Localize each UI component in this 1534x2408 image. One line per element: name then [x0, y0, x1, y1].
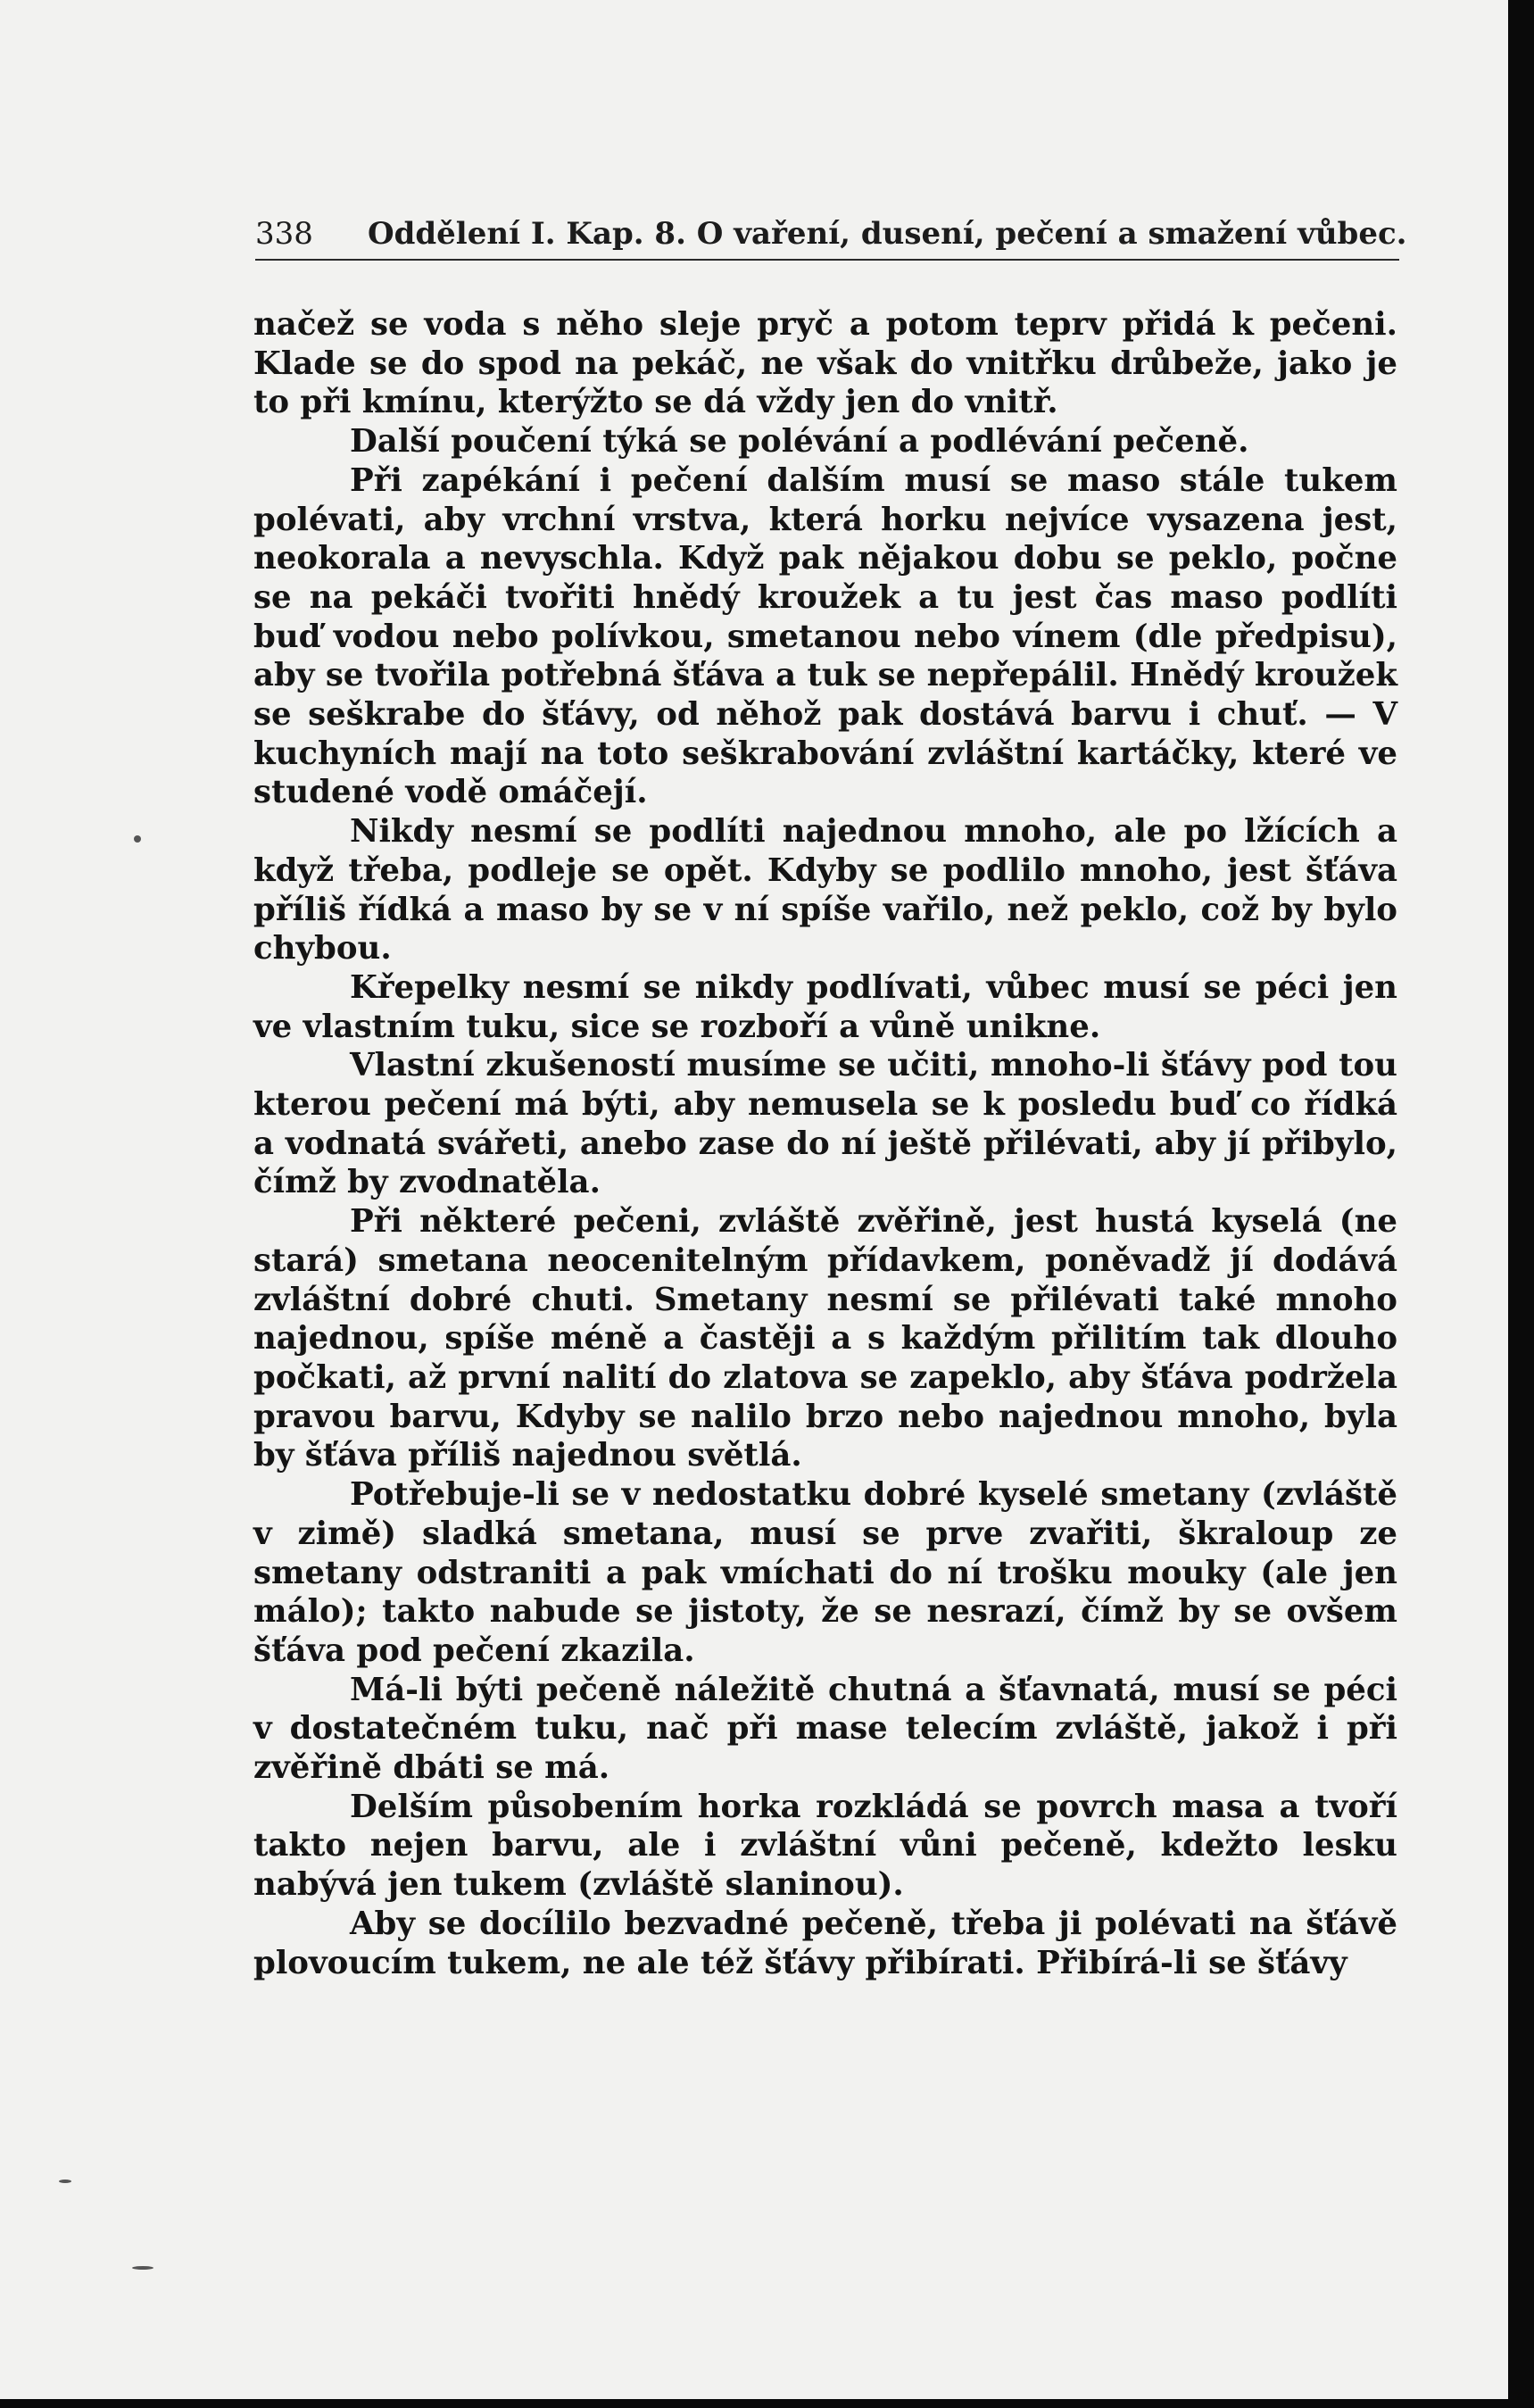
running-title: Oddělení I. Kap. 8. O vaření, dusení, pečení a smažení vůbec.: [368, 216, 1407, 252]
paragraph: Aby se docílilo bezvadné pečeně, třeba ji polévati na šťávě plovoucím tukem, ne ale též šťávy přibírati. Přibírá-li se šťávy: [253, 1905, 1397, 1981]
paragraph: Při některé pečeni, zvláště zvěřině, jest hustá kyselá (ne stará) smetana neocenitelným přídavkem, poněvadž jí dodává zvláštní dobré chuti. Smetany nesmí se přilévati také mnoho najednou, spíše méně a častěji a s každým přilitím tak dlouho počkati, až první nalití do zlatova se zapeklo, aby šťáva podržela pravou barvu, Kdyby se nalilo brzo nebo najednou mnoho, byla by šťáva příliš najednou světlá.: [253, 1203, 1397, 1474]
running-header: [255, 212, 1407, 255]
header-rule: [255, 259, 1399, 261]
paragraph: Při zapékání i pečení dalším musí se maso stále tukem polévati, aby vrchní vrstva, která horku nejvíce vysazena jest, neokorala a nevyschla. Když pak nějakou dobu se peklo, počne se na pekáči tvořiti hnědý kroužek a tu jest čas maso podlíti buď vodou nebo polívkou, smetanou nebo vínem (dle předpisu), aby se tvořila potřebná šťáva a tuk se nepřepálil. Hnědý kroužek se seškrabe do šťávy, od něhož pak dostává barvu i chuť. — V kuchyních mají na toto seškrabování zvláštní kartáčky, které ve studené vodě omáčejí.: [253, 461, 1397, 811]
scan-speck: [134, 835, 141, 843]
paragraph: Delším působením horka rozkládá se povrch masa a tvoří takto nejen barvu, ale i zvláštní vůni pečeně, kdežto lesku nabývá jen tukem (zvláště slaninou).: [253, 1788, 1397, 1904]
scan-speck: [132, 2266, 153, 2270]
paragraph: Další poučení týká se polévání a podlévání pečeně.: [350, 423, 1249, 461]
paragraph: Vlastní zkušeností musíme se učiti, mnoho-li šťávy pod tou kterou pečení má býti, aby nemusela se k posledu buď co řídká a vodnatá svářeti, anebo zase do ní ještě přilévati, aby jí přibylo, čímž by zvodnatěla.: [253, 1047, 1397, 1201]
paragraph: načež se voda s něho sleje pryč a potom teprv přidá k pečeni. Klade se do spod na pekáč, ne však do vnitřku drůbeže, jako je to při kmínu, kterýžto se dá vždy jen do vnitř.: [253, 306, 1397, 421]
paragraph: Potřebuje-li se v nedostatku dobré kyselé smetany (zvláště v zimě) sladká smetana, musí se prve zvařiti, škraloup ze smetany odstraniti a pak vmíchati do ní trošku mouky (ale jen málo); takto nabude se jistoty, že se nesrazí, čímž by se ovšem šťáva pod pečení zkazila.: [253, 1476, 1397, 1669]
scan-speck: [59, 2180, 71, 2183]
page-number: 338: [255, 216, 313, 252]
paragraph: Křepelky nesmí se nikdy podlívati, vůbec musí se péci jen ve vlastním tuku, sice se rozboří a vůně unikne.: [253, 968, 1397, 1045]
paragraph: Má-li býti pečeně náležitě chutná a šťavnatá, musí se péci v dostatečném tuku, nač při mase telecím zvláště, jakož i při zvěřině dbáti se má.: [253, 1671, 1397, 1787]
paragraph: Nikdy nesmí se podlíti najednou mnoho, ale po lžících a když třeba, podleje se opět. Kdyby se podlilo mnoho, jest šťáva příliš řídká a maso by se v ní spíše vařilo, než peklo, což by bylo chybou.: [253, 813, 1397, 967]
body-text: [253, 305, 1397, 1982]
